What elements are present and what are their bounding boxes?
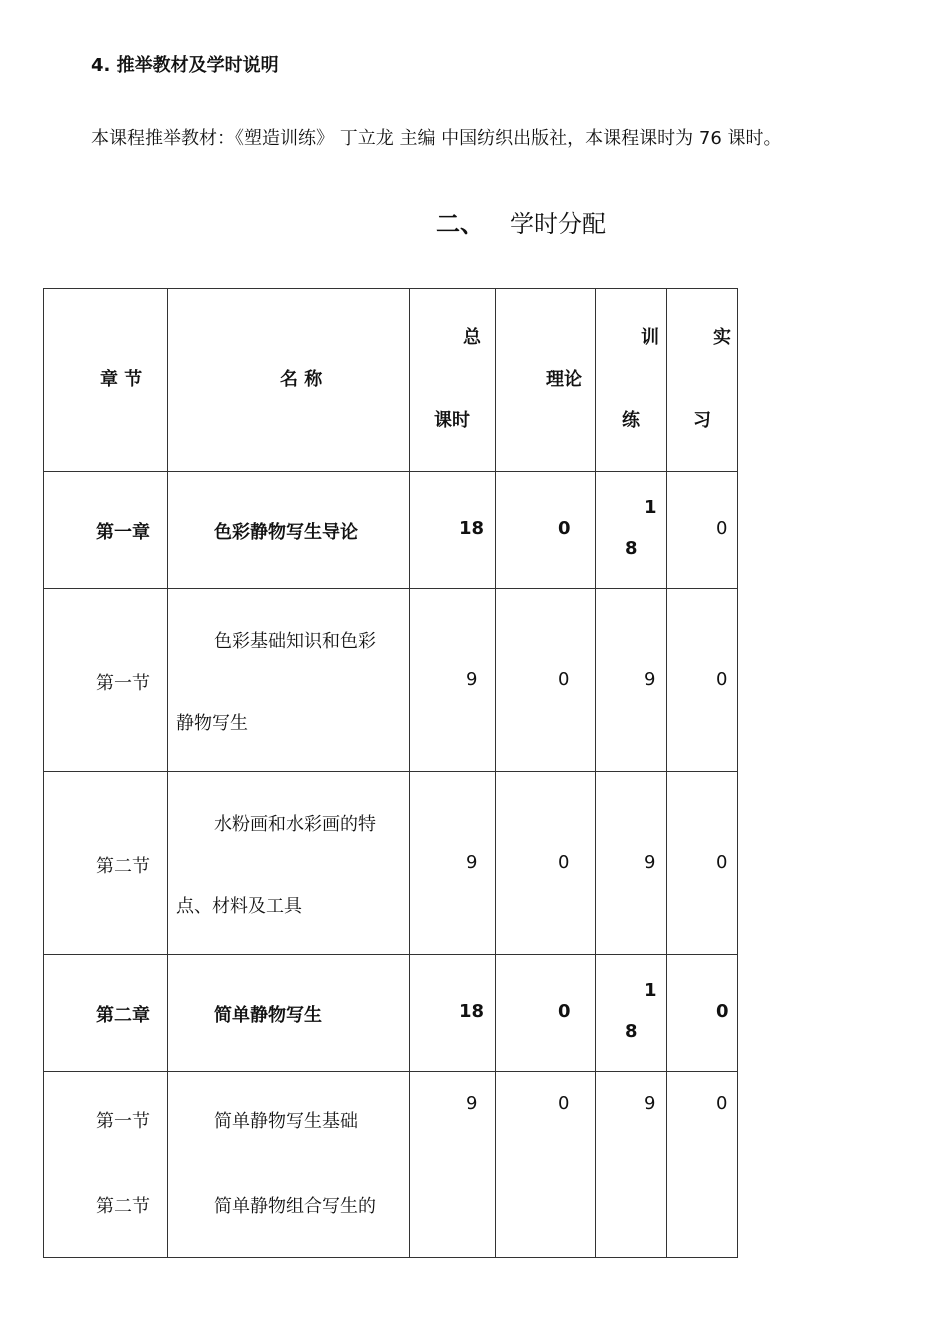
header-training-line1: 训 (641, 327, 659, 348)
header-total (410, 289, 496, 472)
row-total: 18 (459, 1001, 485, 1022)
header-total-line1: 总 (463, 327, 481, 348)
table-row (44, 472, 738, 589)
header-practice (667, 289, 738, 472)
section-title: 学时分配 (510, 210, 606, 238)
section-number: 二、 (436, 210, 484, 238)
row-name-line1: 简单静物写生基础 (214, 1111, 358, 1132)
row-training: 9 (644, 852, 656, 873)
row-practice: 0 (716, 518, 728, 539)
header-training (596, 289, 667, 472)
row-name-line1: 色彩基础知识和色彩 (214, 631, 376, 652)
header-theory (496, 289, 596, 472)
row-training: 9 (644, 669, 656, 690)
header-training-line2: 练 (622, 410, 640, 431)
header-chapter (44, 289, 168, 472)
row-chapter-line2: 第二节 (96, 1196, 150, 1217)
header-practice-line2: 习 (693, 410, 711, 431)
header-total-line2: 课时 (434, 410, 470, 431)
table-row (44, 955, 738, 1072)
table-row (44, 589, 738, 772)
header-theory-label: 理论 (546, 369, 582, 390)
row-total: 18 (459, 518, 485, 539)
row-practice: 0 (716, 1001, 729, 1022)
section-heading: 4. 推举教材及学时说明 (91, 55, 279, 76)
row-training-line1: 1 (644, 497, 657, 518)
row-practice: 0 (716, 852, 728, 873)
textbook-paragraph: 本课程推举教材：《塑造训练》 丁立龙 主编 中国纺织出版社，本课程课时为 76 课时。 (91, 128, 782, 149)
row-chapter: 第一章 (96, 522, 150, 543)
row-chapter-line1: 第一节 (96, 1111, 150, 1132)
row-practice: 0 (716, 1093, 728, 1114)
table-row (44, 1072, 738, 1258)
row-name-line2: 静物写生 (176, 713, 248, 734)
hours-table (43, 288, 738, 1258)
row-name-line2: 点、材料及工具 (176, 896, 302, 917)
header-name (168, 289, 410, 472)
table-header-row (44, 289, 738, 472)
row-total: 9 (466, 669, 478, 690)
row-training-line2: 8 (625, 538, 638, 559)
row-total: 9 (466, 1093, 478, 1114)
header-chapter-label: 章 节 (100, 369, 143, 390)
row-chapter: 第二节 (96, 856, 150, 877)
row-theory: 0 (558, 852, 570, 873)
row-theory: 0 (558, 669, 570, 690)
row-practice: 0 (716, 669, 728, 690)
row-name-line2: 简单静物组合写生的 (214, 1196, 376, 1217)
row-training-line2: 8 (625, 1021, 638, 1042)
row-chapter: 第一节 (96, 673, 150, 694)
row-name-line1: 水粉画和水彩画的特 (214, 814, 376, 835)
row-theory: 0 (558, 1093, 570, 1114)
row-training-line1: 1 (644, 980, 657, 1001)
row-theory: 0 (558, 1001, 571, 1022)
header-name-label: 名 称 (280, 369, 323, 390)
row-training: 9 (644, 1093, 656, 1114)
row-theory: 0 (558, 518, 571, 539)
row-total: 9 (466, 852, 478, 873)
header-practice-line1: 实 (713, 327, 731, 348)
row-chapter: 第二章 (96, 1005, 150, 1026)
table-row (44, 772, 738, 955)
row-name: 简单静物写生 (214, 1005, 322, 1026)
row-name: 色彩静物写生导论 (214, 522, 358, 543)
